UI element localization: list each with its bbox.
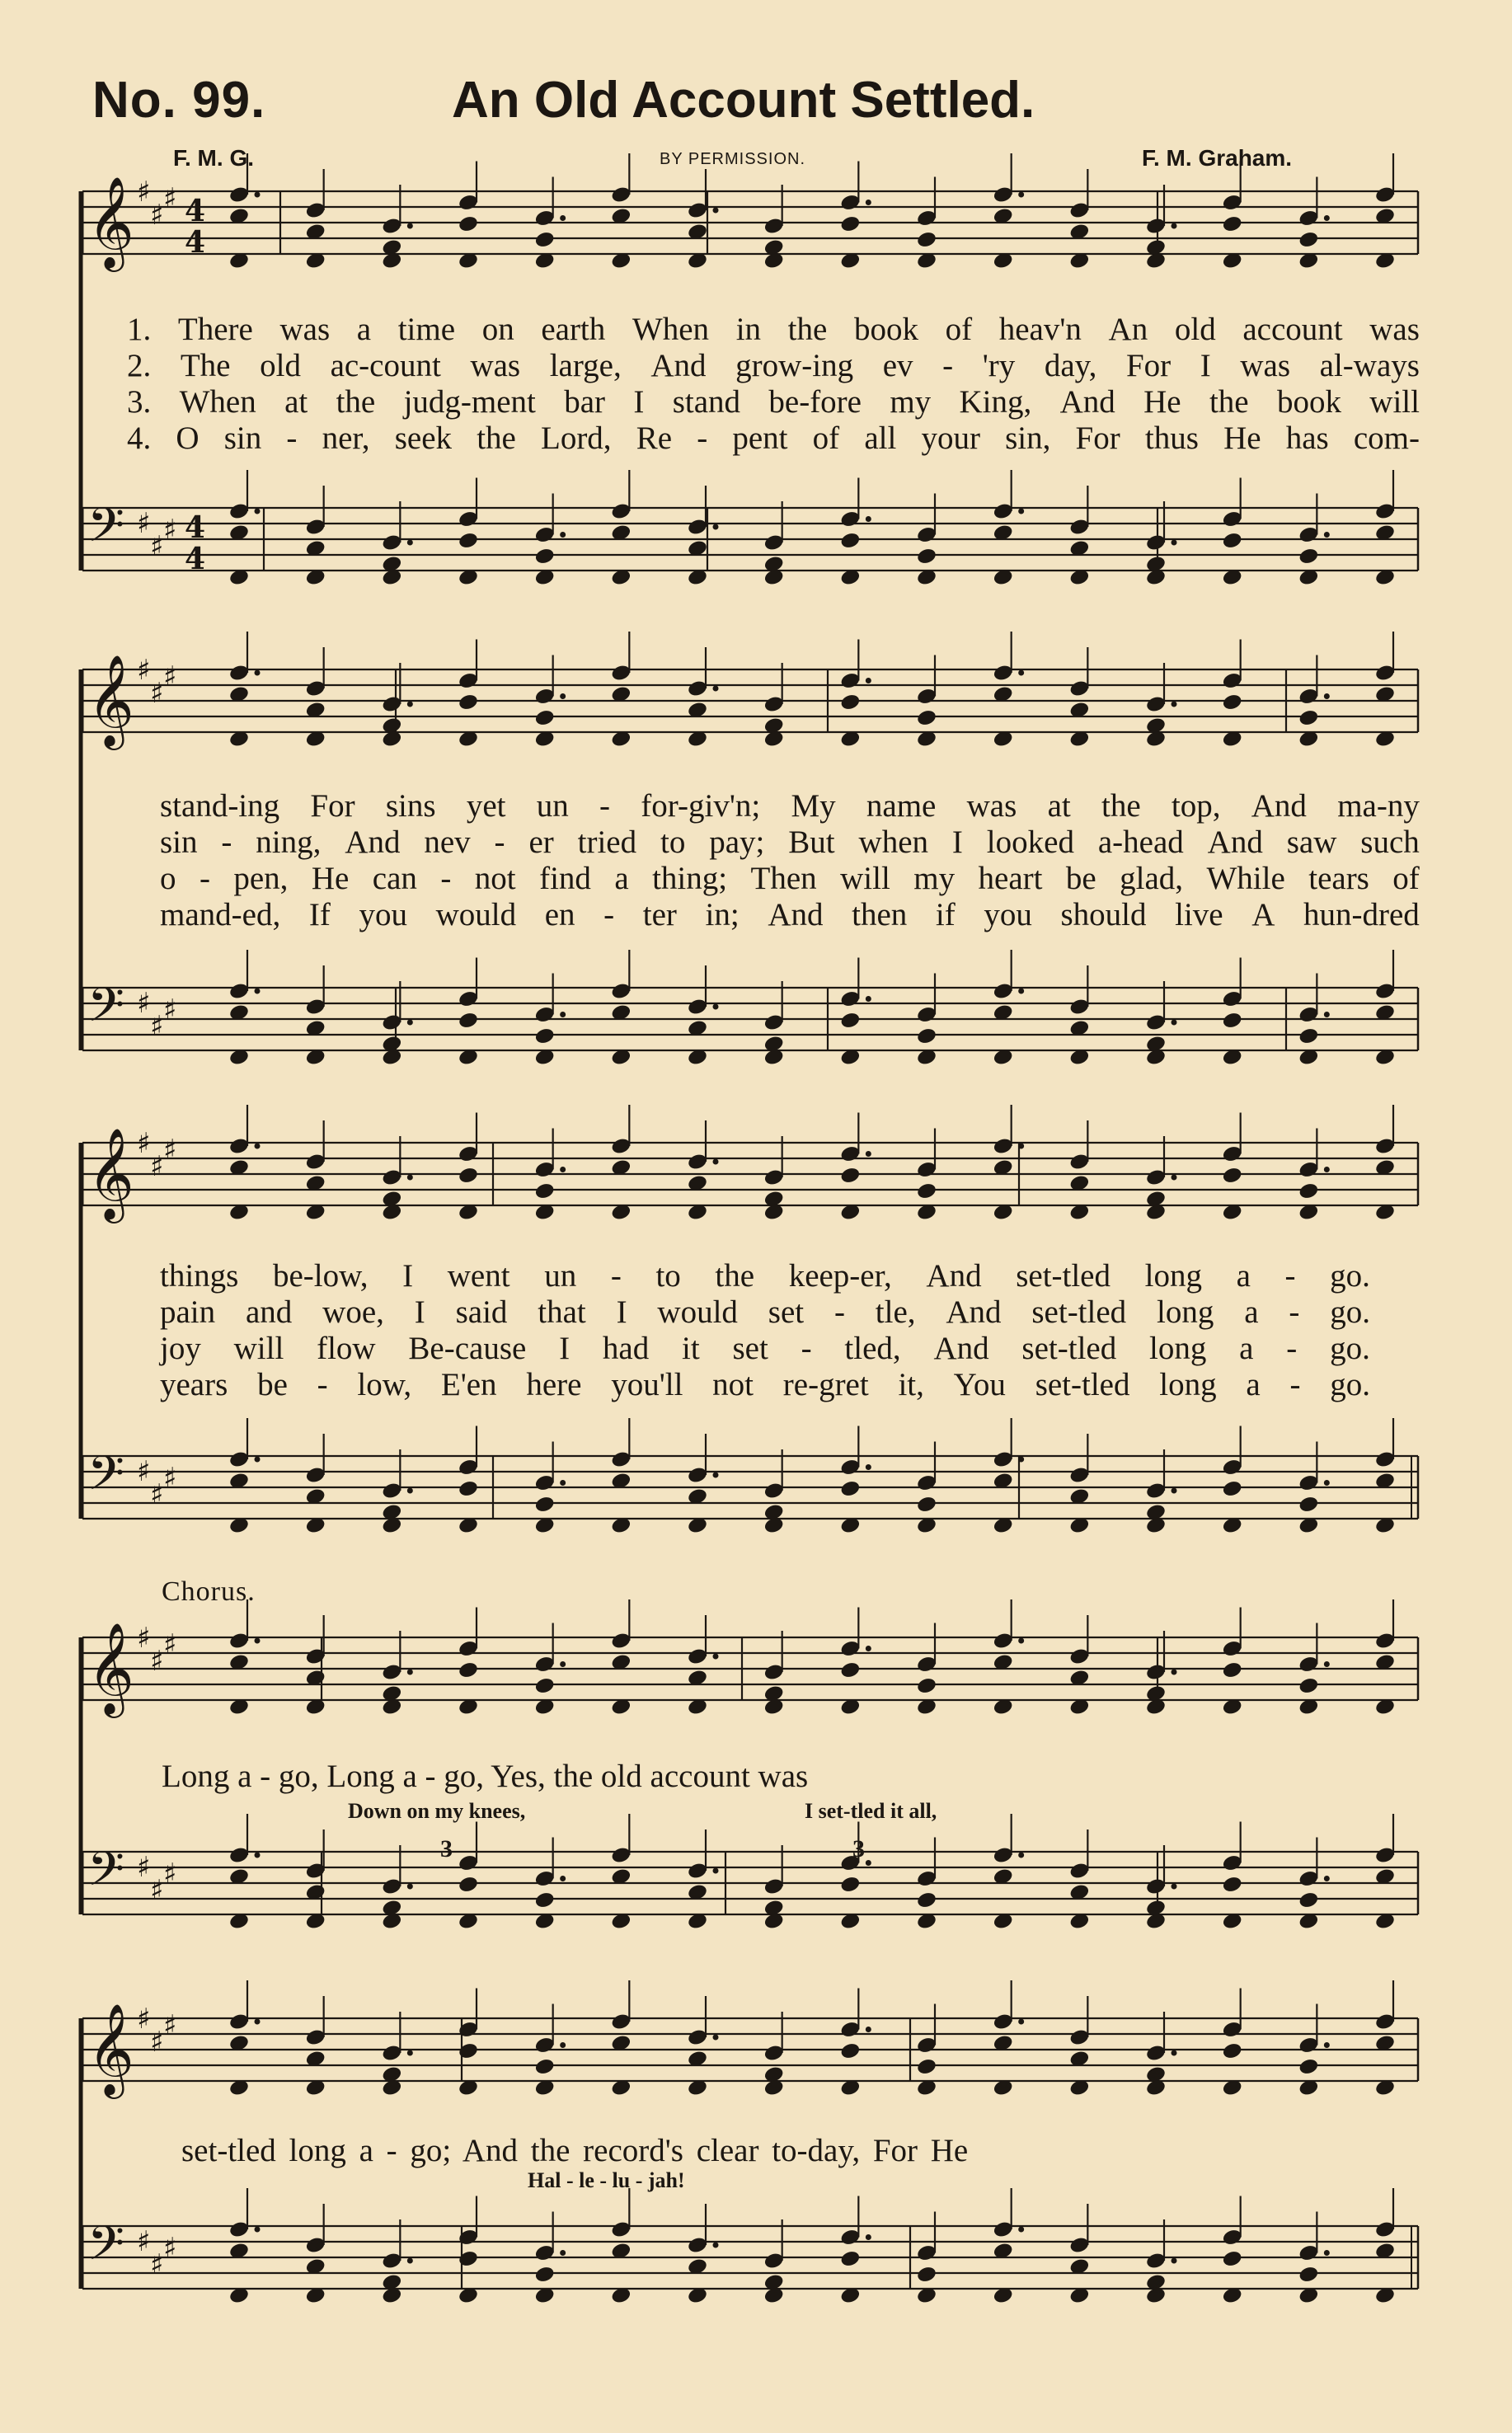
sharp-sign: ♯	[137, 1455, 151, 1488]
lyric-line: pain and woe, I said that I would set - tle, And set-tled long a - go.	[160, 1294, 1370, 1330]
verse-lyrics-row-2	[81, 788, 1420, 933]
treble-clef: 𝄞	[87, 2003, 134, 2095]
sharp-sign: ♯	[137, 1127, 151, 1160]
chorus-sub-lyric-a: Down on my knees,	[348, 1799, 526, 1823]
sharp-sign: ♯	[163, 993, 177, 1026]
dot	[1324, 2042, 1330, 2048]
sharp-sign: ♯	[150, 2026, 164, 2059]
note-head	[534, 708, 556, 727]
note-head	[916, 2057, 937, 2076]
dot	[713, 1004, 719, 1010]
note-head	[916, 230, 937, 249]
sharp-sign: ♯	[163, 1134, 177, 1167]
dot	[560, 1661, 566, 1667]
treble-clef: 𝄞	[87, 1127, 134, 1219]
dot	[866, 1860, 871, 1866]
words-credit: F. M. G.	[173, 145, 254, 171]
dot	[1172, 2050, 1177, 2056]
dot	[407, 540, 413, 546]
treble-clef: 𝄞	[87, 654, 134, 746]
bass-clef: 𝄢	[87, 977, 125, 1045]
dot	[1018, 2227, 1024, 2233]
dot	[713, 1159, 719, 1165]
note-head	[1298, 1026, 1319, 1045]
dot	[407, 1488, 413, 1494]
verse-lyrics-row-1	[81, 312, 1420, 457]
note-head	[839, 1875, 861, 1894]
dot	[866, 2027, 871, 2032]
note-head	[839, 693, 861, 712]
dot	[407, 1884, 413, 1890]
sharp-sign: ♯	[163, 1628, 177, 1661]
dot	[1018, 989, 1024, 994]
note-head	[458, 2249, 479, 2268]
note-head	[458, 1660, 479, 1679]
sharp-sign: ♯	[137, 176, 151, 209]
note-head	[458, 531, 479, 550]
sharp-sign: ♯	[150, 1150, 164, 1183]
dot	[713, 1654, 719, 1660]
dot	[1018, 1638, 1024, 1644]
note-head	[458, 214, 479, 233]
note-head	[458, 1011, 479, 1030]
bass-clef: 𝄢	[87, 2215, 125, 2283]
note-head	[1222, 214, 1243, 233]
dot	[1324, 1480, 1330, 1486]
dot	[1324, 1661, 1330, 1667]
chorus-lyric-row-1: Long a - go, Long a - go, Yes, the old account was	[162, 1759, 809, 1794]
note-head	[534, 1495, 556, 1514]
sharp-sign: ♯	[150, 677, 164, 710]
bass-clef: 𝄢	[87, 1841, 125, 1909]
fingering-mark: 3	[440, 1835, 453, 1862]
sharp-sign: ♯	[137, 987, 151, 1020]
dot	[1172, 223, 1177, 229]
dot	[255, 989, 261, 994]
sharp-sign: ♯	[163, 182, 177, 215]
lyric-line: o - pen, He can - not find a thing; Then will my heart be glad, While tears of	[160, 861, 1420, 896]
dot	[1324, 215, 1330, 221]
dot	[866, 200, 871, 205]
dot	[560, 1167, 566, 1172]
dot	[866, 1646, 871, 1651]
note-head	[839, 1479, 861, 1498]
sharp-sign: ♯	[163, 1462, 177, 1495]
time-signature: 4	[185, 225, 206, 260]
lyric-line: stand-ing For sins yet un - for-giv'n; My name was at the top, And ma-ny	[160, 788, 1420, 824]
lyric-line: 4. O sin - ner, seek the Lord, Re - pent of all your sin, For thus He has com-	[127, 420, 1420, 456]
dot	[1018, 1144, 1024, 1149]
dot	[407, 2050, 413, 2056]
dot	[1172, 1670, 1177, 1675]
note-head	[916, 2265, 937, 2284]
sharp-sign: ♯	[150, 2248, 164, 2281]
dot	[560, 532, 566, 538]
time-signature: 4	[185, 194, 206, 228]
note-head	[458, 1166, 479, 1185]
sharp-sign: ♯	[137, 507, 151, 540]
sharp-sign: ♯	[150, 1874, 164, 1907]
note-head	[916, 1891, 937, 1909]
note-head	[1222, 2249, 1243, 2268]
note-head	[1222, 1875, 1243, 1894]
lyric-line: mand-ed, If you would en - ter in; And then if you should live A hun-dred	[160, 897, 1420, 932]
sharp-sign: ♯	[150, 530, 164, 563]
sharp-sign: ♯	[163, 514, 177, 547]
dot	[560, 1480, 566, 1486]
bass-clef: 𝄢	[87, 497, 125, 565]
note-head	[1222, 1166, 1243, 1185]
dot	[1172, 1884, 1177, 1890]
permission-note: BY PERMISSION.	[660, 150, 806, 168]
note-head	[458, 2041, 479, 2060]
dot	[1172, 1175, 1177, 1181]
note-head	[1298, 2057, 1319, 2076]
dot	[255, 192, 261, 198]
note-head	[458, 1875, 479, 1894]
note-head	[1222, 531, 1243, 550]
dot	[560, 2042, 566, 2048]
dot	[1324, 2250, 1330, 2256]
time-signature: 4	[185, 510, 206, 545]
dot	[1018, 192, 1024, 198]
note-head	[1298, 2265, 1319, 2284]
note-head	[1222, 693, 1243, 712]
note-head	[1222, 1011, 1243, 1030]
note-head	[1298, 1891, 1319, 1909]
dot	[1018, 1853, 1024, 1858]
lyric-line: things be-low, I went un - to the keep-er, And set-tled long a - go.	[160, 1258, 1370, 1294]
lyric-line: years be - low, E'en here you'll not re-gret it, You set-tled long a - go.	[160, 1367, 1370, 1402]
dot	[560, 1876, 566, 1881]
dot	[407, 2258, 413, 2264]
dot	[1324, 693, 1330, 699]
sharp-sign: ♯	[150, 1478, 164, 1511]
sharp-sign: ♯	[163, 2232, 177, 2265]
note-head	[916, 1676, 937, 1695]
note-head	[916, 708, 937, 727]
lyric-line: sin - ning, And nev - er tried to pay; But when I looked a-head And saw such	[160, 824, 1420, 860]
dot	[407, 1020, 413, 1026]
sharp-sign: ♯	[163, 2009, 177, 2042]
treble-clef: 𝄞	[87, 176, 134, 268]
dot	[713, 1472, 719, 1478]
lyric-line: 2. The old ac-count was large, And grow-ing ev - 'ry day, For I was al-ways	[127, 348, 1420, 383]
dot	[866, 996, 871, 1002]
dot	[1018, 2019, 1024, 2025]
dot	[255, 670, 261, 676]
fingering-mark: 3	[852, 1835, 865, 1862]
dot	[1172, 1488, 1177, 1494]
dot	[1172, 2258, 1177, 2264]
dot	[713, 2035, 719, 2041]
note-head	[916, 1495, 937, 1514]
note-head	[458, 1479, 479, 1498]
sharp-sign: ♯	[150, 1010, 164, 1043]
dot	[713, 2243, 719, 2248]
sharp-sign: ♯	[150, 199, 164, 232]
dot	[407, 223, 413, 229]
note-head	[534, 2057, 556, 2076]
dot	[1172, 540, 1177, 546]
dot	[866, 1464, 871, 1470]
sharp-sign: ♯	[137, 2225, 151, 2258]
dot	[1324, 1012, 1330, 1017]
dot	[407, 1175, 413, 1181]
sharp-sign: ♯	[137, 1851, 151, 1884]
note-head	[839, 531, 861, 550]
dot	[713, 1868, 719, 1874]
dot	[866, 2234, 871, 2240]
dot	[1172, 1020, 1177, 1026]
music-credit: F. M. Graham.	[1142, 145, 1293, 171]
note-head	[458, 693, 479, 712]
note-head	[534, 1181, 556, 1200]
note-head	[916, 1026, 937, 1045]
note-head	[839, 1166, 861, 1185]
dot	[255, 1457, 261, 1463]
treble-clef: 𝄞	[87, 1622, 134, 1714]
sharp-sign: ♯	[137, 1622, 151, 1655]
note-head	[839, 2041, 861, 2060]
time-signature: 4	[185, 542, 206, 576]
dot	[255, 1638, 261, 1644]
sharp-sign: ♯	[163, 660, 177, 693]
note-head	[534, 1676, 556, 1695]
dot	[1018, 509, 1024, 514]
note-head	[534, 1026, 556, 1045]
sharp-sign: ♯	[163, 1858, 177, 1891]
dot	[255, 509, 261, 514]
chorus-label: Chorus.	[162, 1576, 256, 1607]
note-head	[1298, 708, 1319, 727]
dot	[1324, 532, 1330, 538]
dot	[255, 2019, 261, 2025]
hymn-number: No. 99.	[92, 72, 266, 129]
dot	[255, 1144, 261, 1149]
dot	[255, 2227, 261, 2233]
chorus-sub-lyric-b: I set-tled it all,	[805, 1799, 937, 1823]
dot	[1324, 1876, 1330, 1881]
dot	[866, 678, 871, 683]
note-head	[1222, 2041, 1243, 2060]
dot	[560, 215, 566, 221]
chorus-lyric-row-2: set-tled long a - go; And the record's clear to-day, For He	[181, 2133, 969, 2168]
note-head	[534, 2265, 556, 2284]
sharp-sign: ♯	[137, 2003, 151, 2036]
dot	[255, 1853, 261, 1858]
note-head	[1298, 1181, 1319, 1200]
note-head	[534, 230, 556, 249]
lyric-line: joy will flow Be-cause I had it set - tled, And set-tled long a - go.	[160, 1331, 1370, 1366]
bass-clef: 𝄢	[87, 1445, 125, 1513]
note-head	[1298, 1495, 1319, 1514]
dot	[713, 208, 719, 214]
note-head	[1222, 1479, 1243, 1498]
hymn-title: An Old Account Settled.	[452, 72, 1035, 129]
note-head	[1298, 1676, 1319, 1695]
sharp-sign: ♯	[150, 1645, 164, 1678]
verse-lyrics-row-3	[81, 1258, 1420, 1403]
dot	[1018, 670, 1024, 676]
note-head	[1222, 1660, 1243, 1679]
note-head	[1298, 230, 1319, 249]
dot	[407, 1670, 413, 1675]
dot	[560, 2250, 566, 2256]
dot	[407, 702, 413, 707]
dot	[713, 686, 719, 692]
dot	[1324, 1167, 1330, 1172]
note-head	[534, 1891, 556, 1909]
dot	[866, 516, 871, 522]
lyric-line: 3. When at the judg-ment bar I stand be-fore my King, And He the book will	[127, 384, 1420, 420]
note-head	[916, 1181, 937, 1200]
chorus-sub-lyric-c: Hal - le - lu - jah!	[528, 2168, 685, 2192]
note-head	[1298, 547, 1319, 566]
note-head	[839, 2249, 861, 2268]
note-head	[534, 547, 556, 566]
note-head	[839, 1660, 861, 1679]
dot	[1172, 702, 1177, 707]
note-head	[839, 214, 861, 233]
dot	[713, 524, 719, 530]
lyric-line: 1. There was a time on earth When in the book of heav'n An old account was	[127, 312, 1420, 347]
dot	[560, 1012, 566, 1017]
note-head	[839, 1011, 861, 1030]
dot	[866, 1151, 871, 1157]
dot	[1018, 1457, 1024, 1463]
sharp-sign: ♯	[137, 654, 151, 687]
note-head	[916, 547, 937, 566]
dot	[560, 693, 566, 699]
